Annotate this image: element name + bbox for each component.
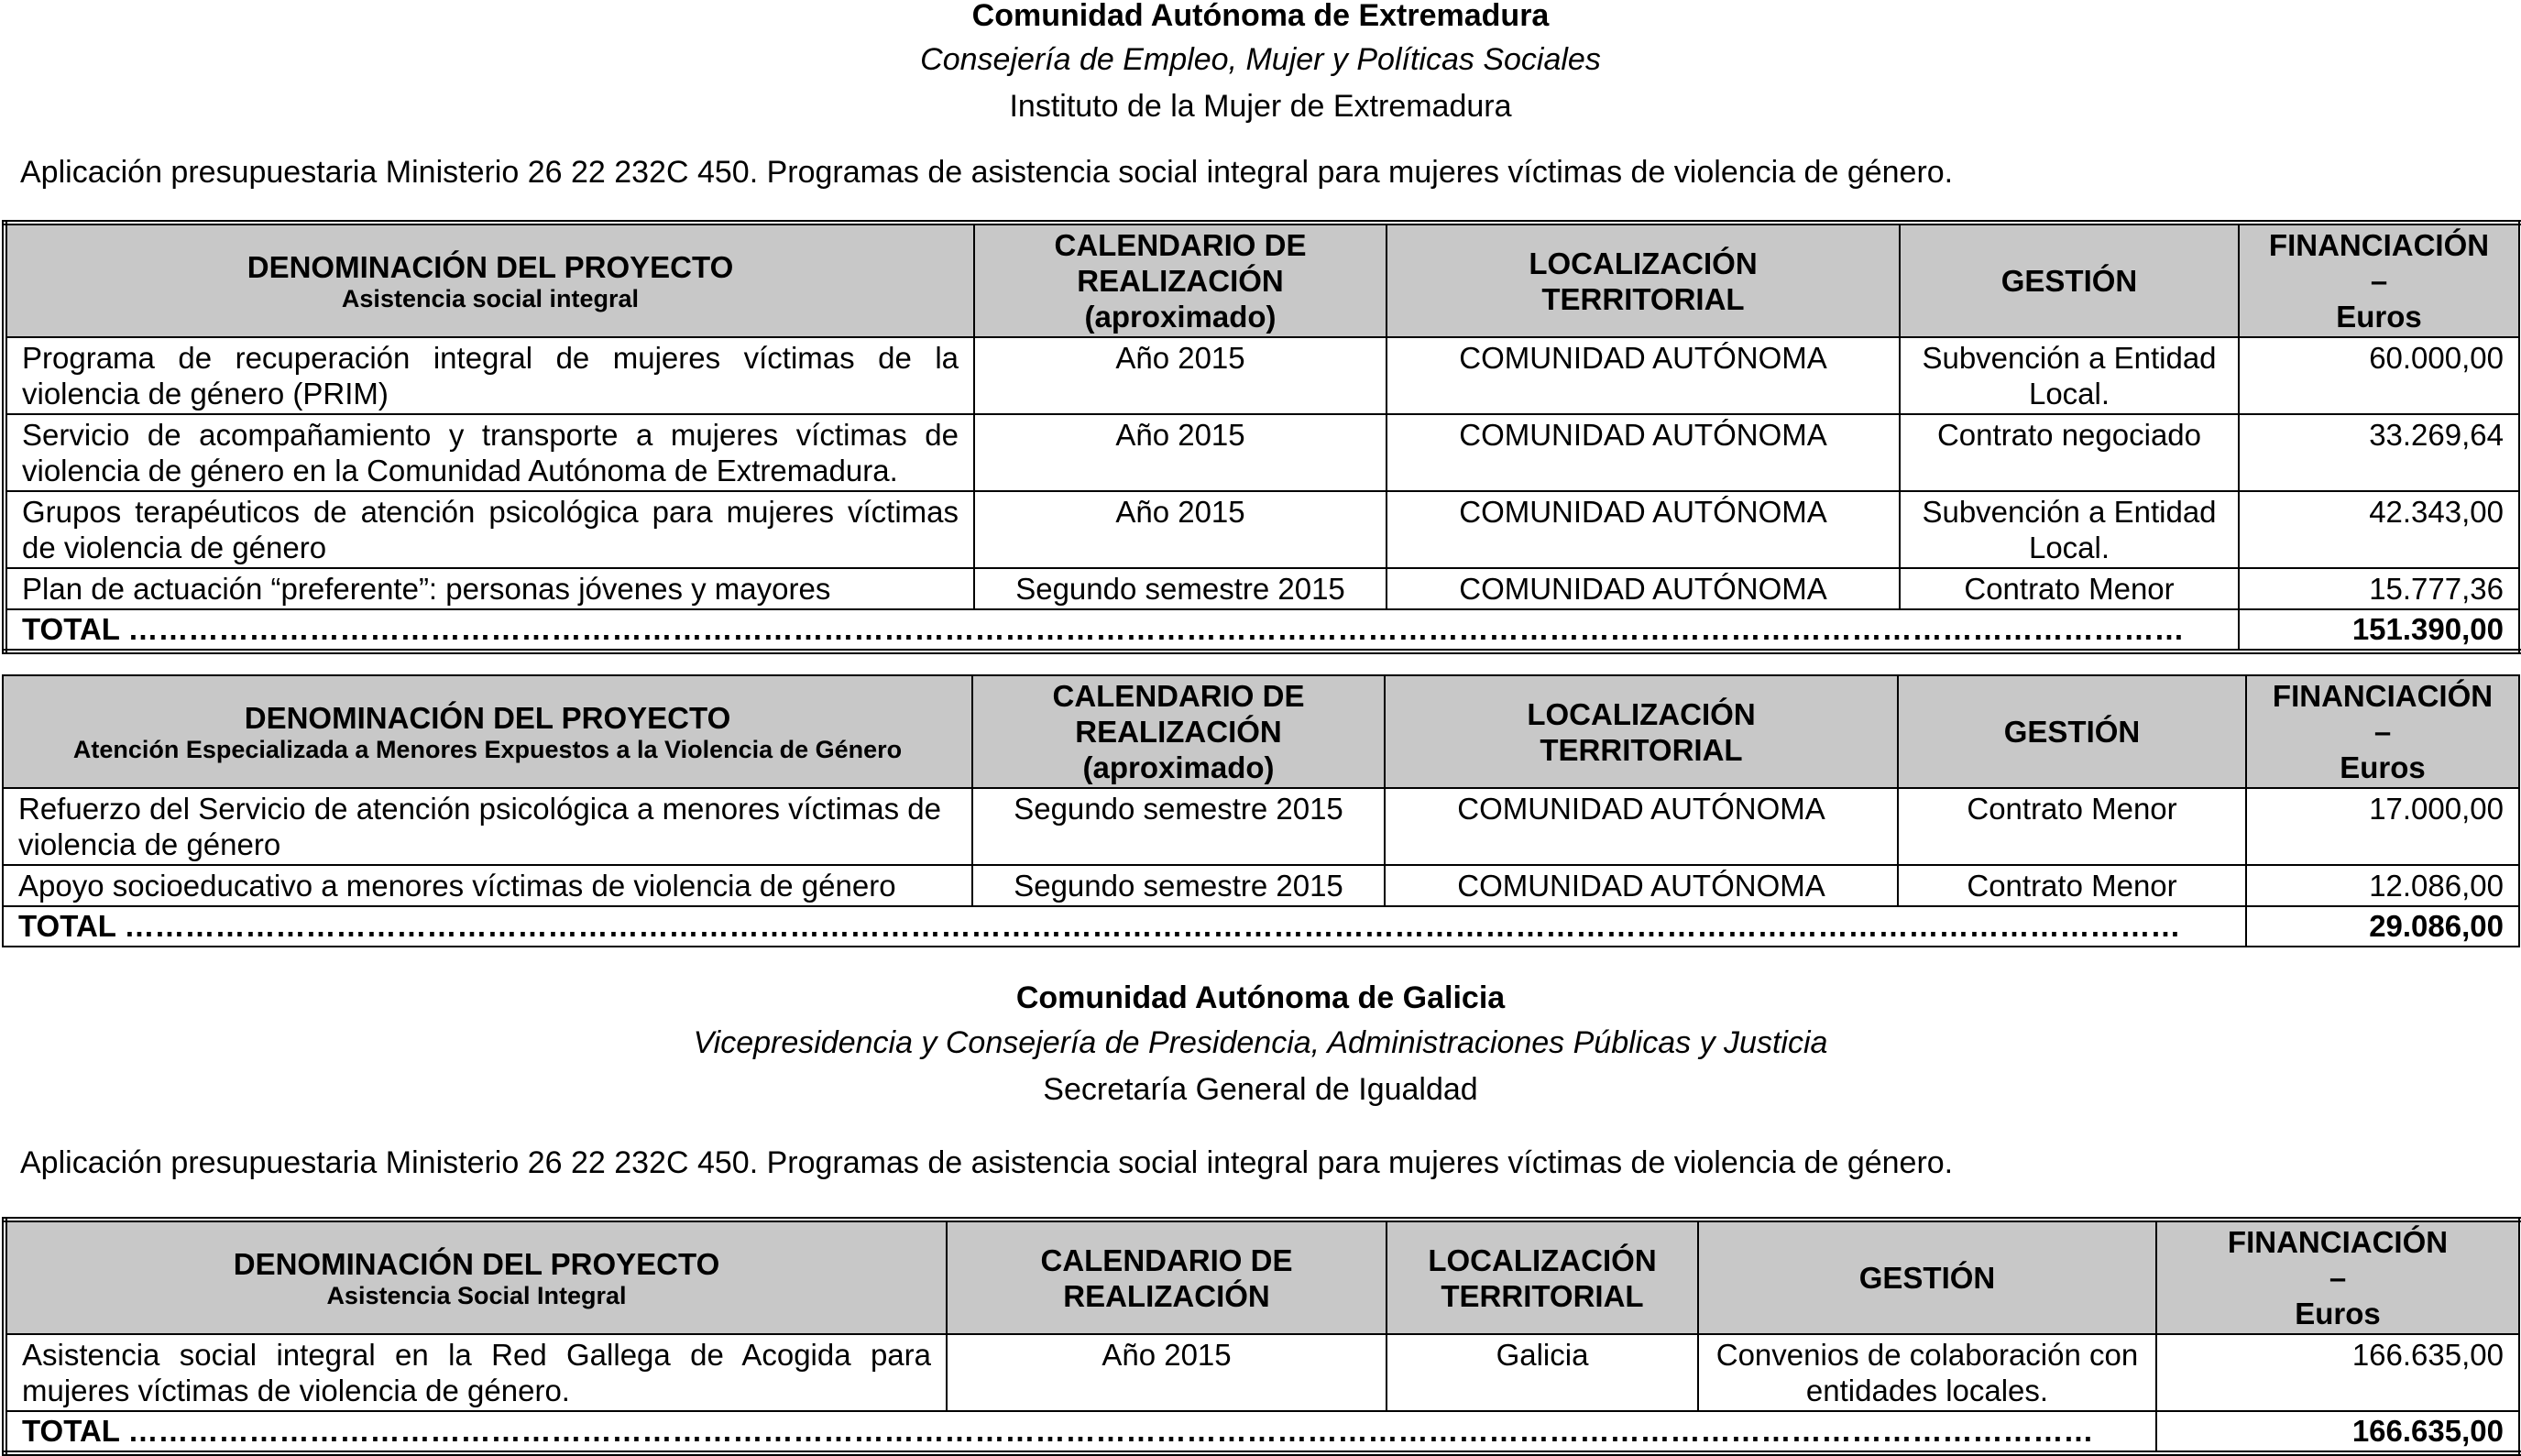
table-row [5,491,2521,568]
row-management: Contrato negociado [1900,414,2239,491]
table-header-row [3,675,2519,788]
row-project: Grupos terapéuticos de atención psicológica para mujeres víctimas de violencia de género [5,491,974,568]
total-label: TOTAL …………………………………………………………………………………………………………………………………………………………………………………… [5,609,2239,651]
row-location: COMUNIDAD AUTÓNOMA [1385,788,1898,865]
row-funding: 12.086,00 [2246,865,2519,906]
institute-title-galicia: Secretaría General de Igualdad [1043,1072,1478,1107]
total-row [3,906,2519,947]
projects-table-galicia [2,1217,2521,1456]
budget-application-galicia: Aplicación presupuestaria Ministerio 26 22 232C 450. Programas de asistencia social integral para mujeres víctimas de violencia de género. [20,1145,1954,1180]
header-management: GESTIÓN [1698,1220,2156,1334]
row-location: COMUNIDAD AUTÓNOMA [1387,414,1900,491]
header-calendar: CALENDARIO DE REALIZACIÓN (aproximado) [974,223,1387,337]
row-project: Programa de recuperación integral de mujeres víctimas de la violencia de género (PRIM) [5,337,974,414]
department-title-galicia: Vicepresidencia y Consejería de Presidencia, Administraciones Públicas y Justicia [693,1025,1828,1060]
total-value: 29.086,00 [2246,906,2519,947]
header-location: LOCALIZACIÓN TERRITORIAL [1387,1220,1698,1334]
department-title-extremadura: Consejería de Empleo, Mujer y Políticas Sociales [920,42,1601,77]
total-value: 166.635,00 [2156,1411,2521,1453]
header-calendar: CALENDARIO DE REALIZACIÓN [947,1220,1387,1334]
row-management: Contrato Menor [1898,865,2246,906]
header-project: DENOMINACIÓN DEL PROYECTO Atención Especializada a Menores Expuestos a la Violencia de Género [3,675,972,788]
projects-table-menores [2,674,2520,947]
row-project: Asistencia social integral en la Red Gallega de Acogida para mujeres víctimas de violencia de género. [5,1334,947,1411]
table-header-row [5,223,2521,337]
institute-title-extremadura: Instituto de la Mujer de Extremadura [1009,89,1512,124]
total-row [5,1411,2521,1453]
projects-table-asistencia-social [2,220,2521,654]
row-funding: 17.000,00 [2246,788,2519,865]
header-project: DENOMINACIÓN DEL PROYECTO Asistencia Social Integral [5,1220,947,1334]
table-row [5,414,2521,491]
row-location: Galicia [1387,1334,1698,1411]
row-location: COMUNIDAD AUTÓNOMA [1387,337,1900,414]
header-management: GESTIÓN [1898,675,2246,788]
row-location: COMUNIDAD AUTÓNOMA [1387,568,1900,609]
row-funding: 42.343,00 [2239,491,2521,568]
community-title-galicia: Comunidad Autónoma de Galicia [1015,980,1506,1015]
row-management: Contrato Menor [1898,788,2246,865]
row-management: Subvención a Entidad Local. [1900,337,2239,414]
row-location: COMUNIDAD AUTÓNOMA [1385,865,1898,906]
row-location: COMUNIDAD AUTÓNOMA [1387,491,1900,568]
row-management: Subvención a Entidad Local. [1900,491,2239,568]
row-project: Apoyo socioeducativo a menores víctimas de violencia de género [3,865,972,906]
row-funding: 60.000,00 [2239,337,2521,414]
row-project: Plan de actuación “preferente”: personas jóvenes y mayores [5,568,974,609]
row-calendar: Año 2015 [947,1334,1387,1411]
table-header-row [5,1220,2521,1334]
row-project: Refuerzo del Servicio de atención psicológica a menores víctimas de violencia de género [3,788,972,865]
table-row [3,865,2519,906]
header-funding: FINANCIACIÓN – Euros [2239,223,2521,337]
row-funding: 33.269,64 [2239,414,2521,491]
row-calendar: Segundo semestre 2015 [972,865,1385,906]
row-calendar: Año 2015 [974,491,1387,568]
total-label: TOTAL …………………………………………………………………………………………………………………………………………………………………………………… [3,906,2246,947]
total-label: TOTAL …………………………………………………………………………………………………………………………………………………………………………… [5,1411,2156,1453]
row-calendar: Segundo semestre 2015 [974,568,1387,609]
total-value: 151.390,00 [2239,609,2521,651]
header-location: LOCALIZACIÓN TERRITORIAL [1385,675,1898,788]
table-row [5,568,2521,609]
row-calendar: Segundo semestre 2015 [972,788,1385,865]
row-management: Contrato Menor [1900,568,2239,609]
header-funding: FINANCIACIÓN – Euros [2246,675,2519,788]
row-funding: 15.777,36 [2239,568,2521,609]
header-management: GESTIÓN [1900,223,2239,337]
header-project: DENOMINACIÓN DEL PROYECTO Asistencia social integral [5,223,974,337]
community-title-extremadura: Comunidad Autónoma de Extremadura [971,0,1550,33]
budget-application-extremadura: Aplicación presupuestaria Ministerio 26 22 232C 450. Programas de asistencia social integral para mujeres víctimas de violencia de género. [20,155,1954,190]
row-management: Convenios de colaboración con entidades locales. [1698,1334,2156,1411]
total-row [5,609,2521,651]
header-location: LOCALIZACIÓN TERRITORIAL [1387,223,1900,337]
row-calendar: Año 2015 [974,414,1387,491]
table-row [3,788,2519,865]
header-funding: FINANCIACIÓN – Euros [2156,1220,2521,1334]
table-row [5,1334,2521,1411]
table-row [5,337,2521,414]
row-project: Servicio de acompañamiento y transporte a mujeres víctimas de violencia de género en la Comunidad Autónoma de Extremadura. [5,414,974,491]
header-calendar: CALENDARIO DE REALIZACIÓN (aproximado) [972,675,1385,788]
row-funding: 166.635,00 [2156,1334,2521,1411]
row-calendar: Año 2015 [974,337,1387,414]
